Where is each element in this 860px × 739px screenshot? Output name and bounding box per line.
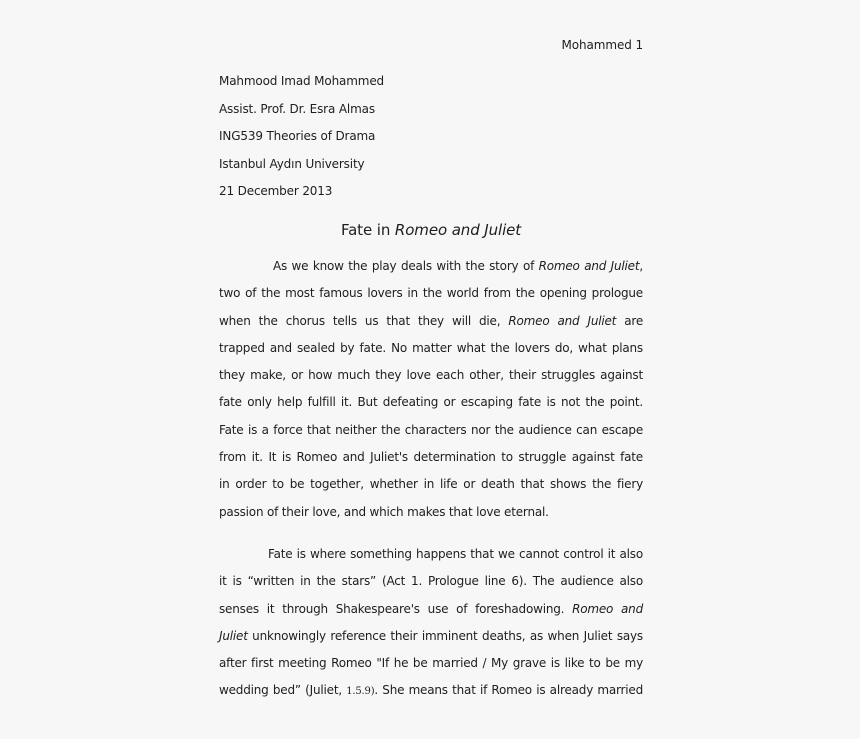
instructor-name: Assist. Prof. Dr. Esra Almas: [219, 101, 375, 116]
paragraph-line: it is “written in the stars” (Act 1. Prologue line 6). The audience also: [219, 574, 643, 589]
paragraph-line: As we know the play deals with the story of Romeo and Juliet,: [273, 259, 643, 273]
paragraph-line: from it. It is Romeo and Juliet's determination to struggle against fate: [219, 450, 643, 465]
title-italic: Romeo and Juliet: [394, 221, 522, 239]
paragraph-line: senses it through Shakespeare's use of foreshadowing. Romeo and: [219, 601, 643, 616]
paragraph-line: after first meeting Romeo "If he be married / My grave is like to be my: [219, 656, 643, 671]
course-name: ING539 Theories of Drama: [219, 129, 376, 143]
paragraph-line: when the chorus tells us that they will die, Romeo and Juliet are: [219, 313, 644, 328]
paragraph-line: wedding bed” (Juliet, 1.5.9). She means that if Romeo is already married: [219, 683, 644, 698]
paragraph-line: trapped and sealed by fate. No matter what the lovers do, what plans: [219, 340, 643, 355]
paragraph-line: Fate is a force that neither the characters nor the audience can escape: [219, 422, 643, 437]
paragraph-line: Fate is where something happens that we cannot control it also: [268, 547, 643, 561]
paragraph-line: passion of their love, and which makes that love eternal.: [219, 504, 549, 519]
running-head: Mohammed 1: [561, 38, 643, 52]
paragraph-line: they make, or how much they love each other, their struggles against: [219, 368, 643, 383]
essay-date: 21 December 2013: [219, 184, 333, 198]
paragraph-line: Juliet unknowingly reference their imminent deaths, as when Juliet says: [219, 628, 643, 643]
author-name: Mahmood Imad Mohammed: [219, 74, 385, 88]
paragraph-line: in order to be together, whether in life or death that shows the fiery: [219, 477, 643, 492]
essay-title: [219, 221, 643, 239]
paragraph-line: two of the most famous lovers in the world from the opening prologue: [219, 286, 643, 301]
paragraph-1: [219, 258, 643, 531]
institution-name: Istanbul Aydın University: [219, 156, 365, 171]
title-prefix: Fate in: [340, 221, 395, 239]
paragraph-line: fate only help fulfill it. But defeating or escaping fate is not the point.: [219, 395, 643, 410]
mla-heading: [219, 73, 643, 211]
paragraph-2: [219, 546, 643, 710]
